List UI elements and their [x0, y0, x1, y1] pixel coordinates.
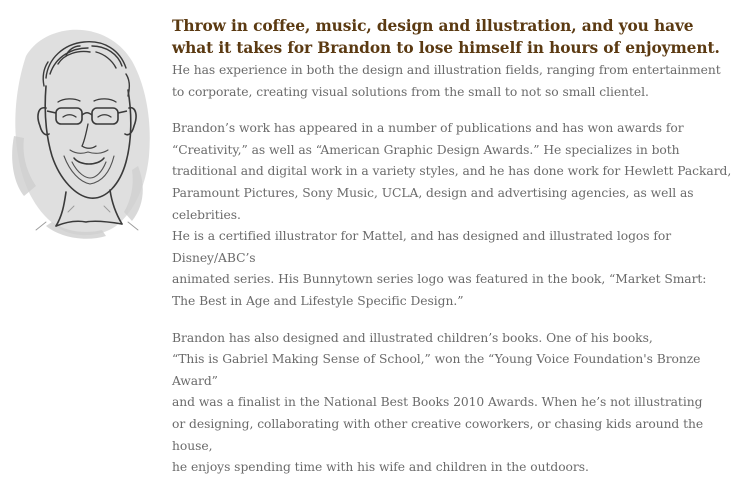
- text-line: He has experience in both the design and illustration fields, ranging from entertainment: [172, 63, 721, 77]
- text-line: Brandon has also designed and illustrated children’s books. One of his books,: [172, 330, 653, 345]
- bio-paragraph-experience: [172, 60, 746, 103]
- text-line: “Creativity,” as well as “American Graphic Design Awards.” He specializes in both: [172, 142, 680, 157]
- portrait-sketch-illustration: [6, 16, 156, 242]
- headline-line: Throw in coffee, music, design and illustration, and you have: [172, 17, 694, 35]
- headline-line: what it takes for Brandon to lose himself in hours of enjoyment.: [172, 39, 720, 57]
- text-line: Paramount Pictures, Sony Music, UCLA, design and advertising agencies, as well as celebrities.: [172, 185, 694, 222]
- text-line: Brandon’s work has appeared in a number of publications and has won awards for: [172, 121, 684, 136]
- bio-paragraph-work: [172, 118, 746, 312]
- bio-paragraph-books: [172, 328, 746, 479]
- text-line: traditional and digital work in a variety styles, and he has done work for Hewlett Packard,: [172, 164, 732, 179]
- text-line: to corporate, creating visual solutions from the small to not so small clientel.: [172, 84, 649, 99]
- text-line: animated series. His Bunnytown series logo was featured in the book, “Market Smart:: [172, 272, 707, 287]
- text-line: and was a finalist in the National Best Books 2010 Awards. When he’s not illustrating: [172, 395, 703, 410]
- bio-content: [172, 15, 746, 479]
- text-line: The Best in Age and Lifestyle Specific Design.”: [172, 293, 464, 308]
- bio-headline: [172, 15, 746, 59]
- text-line: He is a certified illustrator for Mattel, and has designed and illustrated logos for Disney/ABC’s: [172, 229, 672, 265]
- text-line: he enjoys spending time with his wife and children in the outdoors.: [172, 460, 589, 475]
- text-line: or designing, collaborating with other creative coworkers, or chasing kids around the house,: [172, 416, 704, 453]
- text-line: “This is Gabriel Making Sense of School,” won the “Young Voice Foundation's Bronze Award”: [172, 352, 701, 388]
